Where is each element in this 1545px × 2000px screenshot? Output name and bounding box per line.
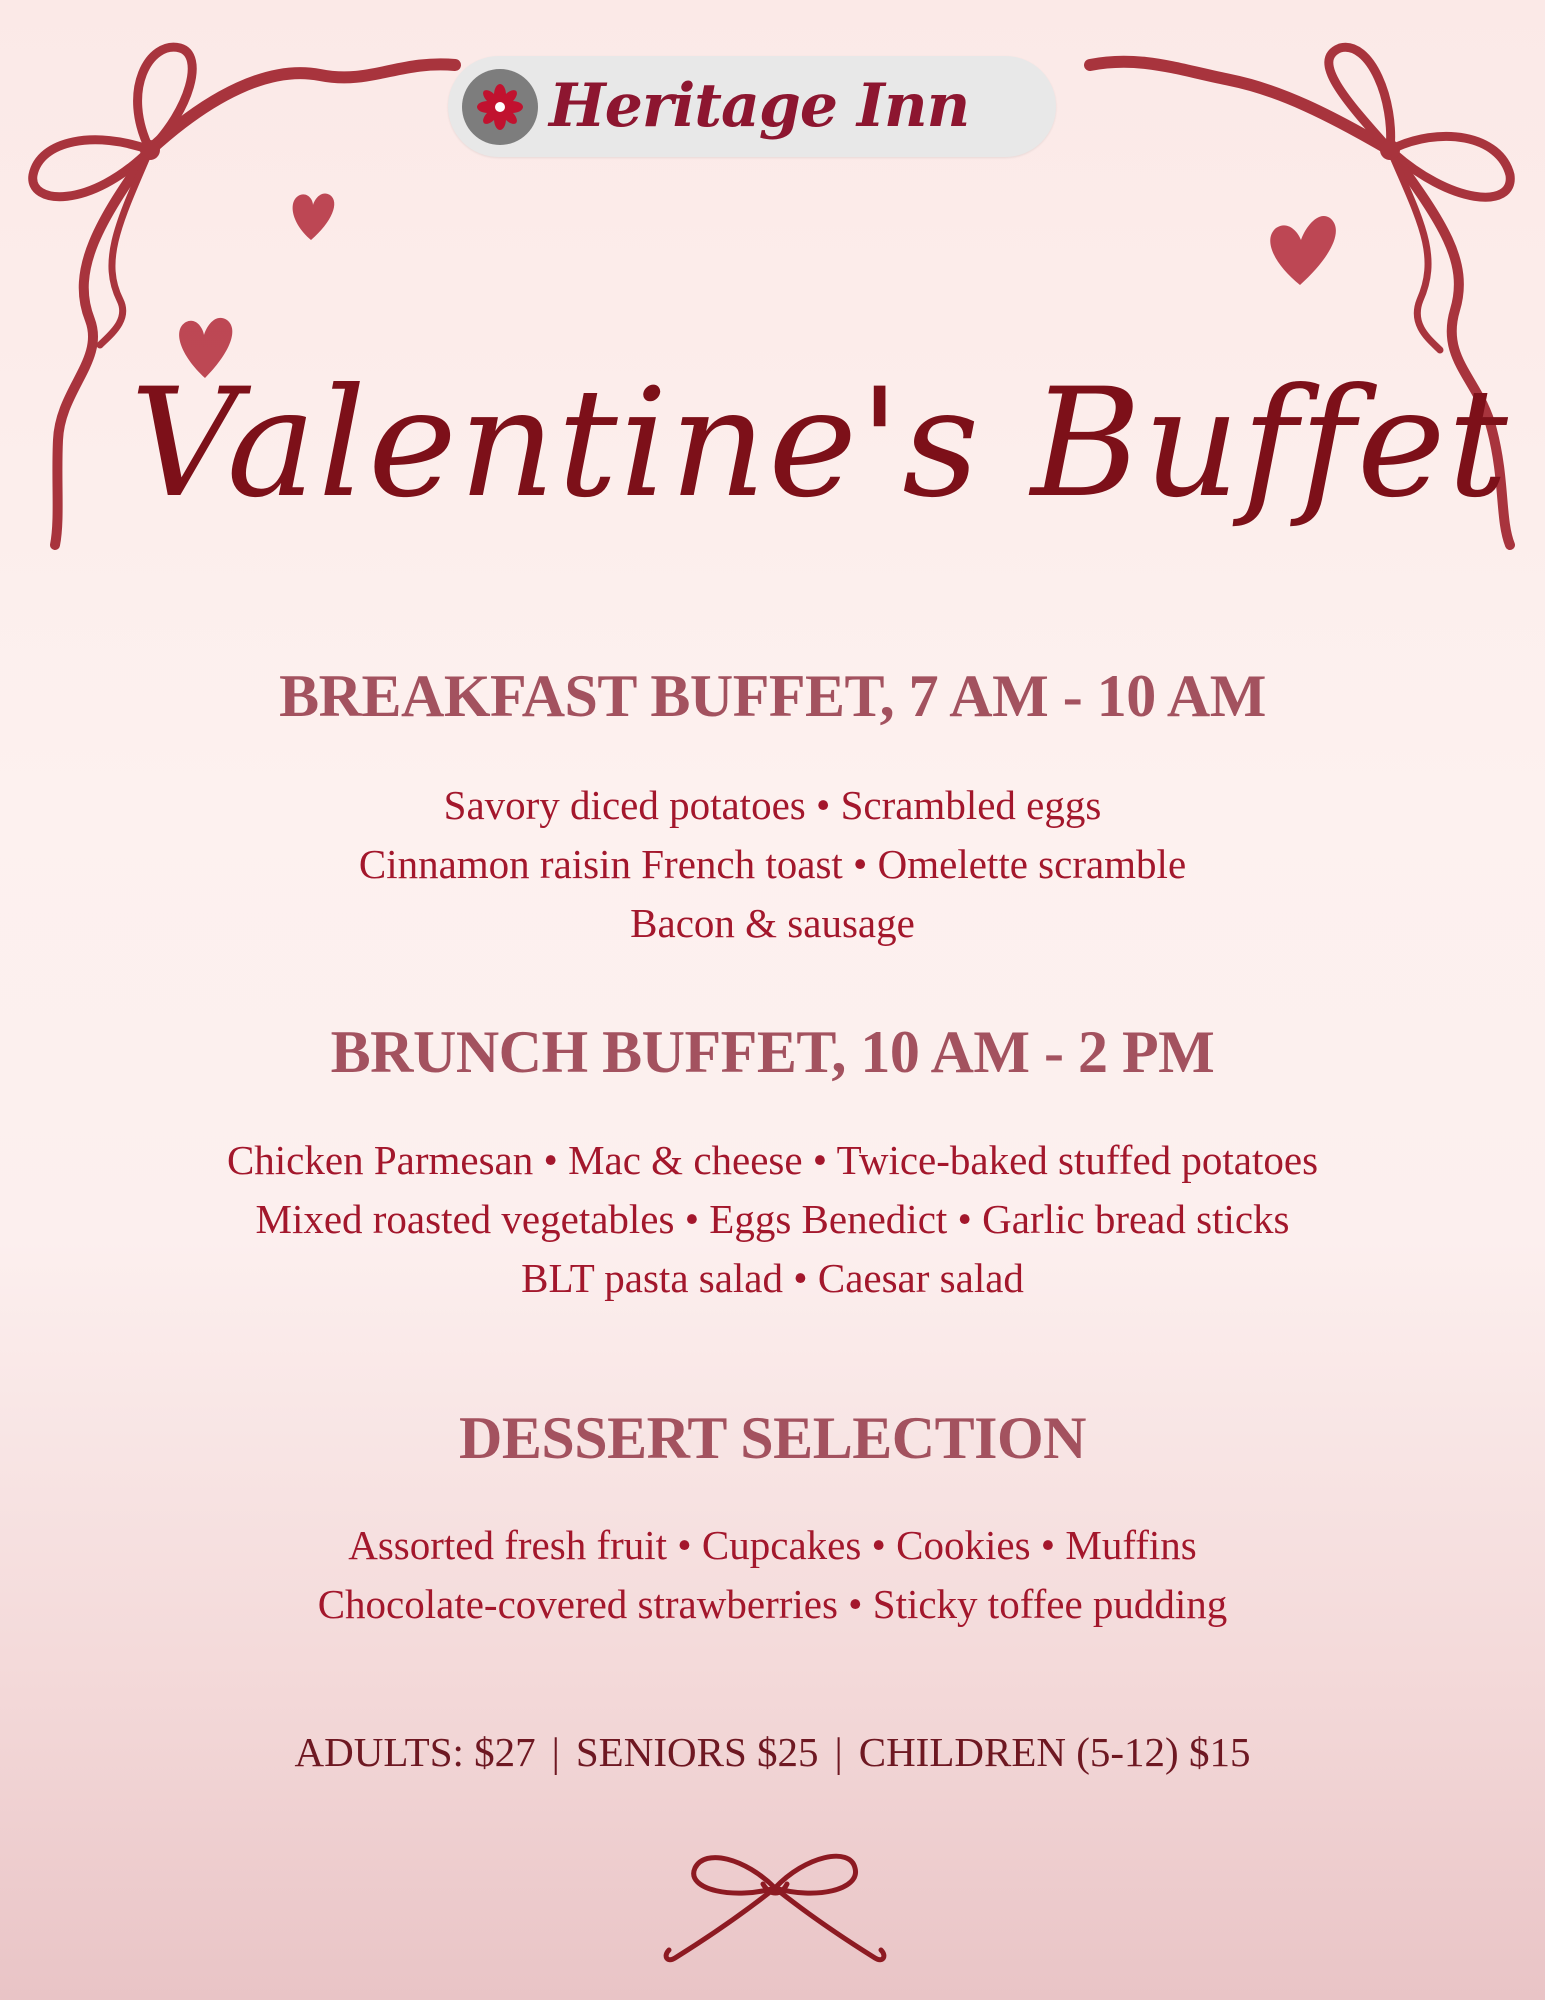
heart-icon bbox=[1270, 216, 1336, 285]
menu-line: Mixed roasted vegetables • Eggs Benedict • Garlic bread sticks bbox=[255, 1196, 1290, 1242]
menu-list-breakfast bbox=[0, 776, 1545, 953]
price-list bbox=[0, 1728, 1545, 1776]
svg-text:Valentine's Buffet: Valentine's Buffet bbox=[130, 357, 1510, 531]
heart-icon bbox=[293, 193, 335, 240]
section-heading-breakfast: BREAKFAST BUFFET, 7 AM - 10 AM bbox=[279, 663, 1266, 729]
menu-list-dessert bbox=[0, 1516, 1545, 1634]
logo-flower-icon bbox=[460, 67, 540, 147]
menu-line: BLT pasta salad • Caesar salad bbox=[521, 1255, 1024, 1301]
logo-wordmark: Heritage Inn bbox=[549, 71, 970, 141]
price-adults: ADULTS: $27 bbox=[294, 1729, 536, 1775]
small-bow-icon bbox=[655, 1838, 895, 1968]
price-separator: | bbox=[834, 1729, 843, 1775]
menu-line: Cinnamon raisin French toast • Omelette scramble bbox=[358, 841, 1187, 887]
menu-line: Chocolate-covered strawberries • Sticky toffee pudding bbox=[317, 1581, 1228, 1627]
price-separator: | bbox=[551, 1729, 560, 1775]
price-children: CHILDREN (5-12) $15 bbox=[858, 1729, 1251, 1775]
menu-line: Chicken Parmesan • Mac & cheese • Twice-baked stuffed potatoes bbox=[226, 1137, 1319, 1183]
menu-line: Bacon & sausage bbox=[630, 900, 915, 946]
section-heading-brunch: BRUNCH BUFFET, 10 AM - 2 PM bbox=[330, 1019, 1215, 1085]
menu-line: Savory diced potatoes • Scrambled eggs bbox=[443, 782, 1102, 828]
page-title bbox=[130, 300, 1510, 600]
menu-line: Assorted fresh fruit • Cupcakes • Cookies • Muffins bbox=[348, 1522, 1197, 1568]
price-seniors: SENIORS $25 bbox=[575, 1729, 819, 1775]
section-heading-dessert: DESSERT SELECTION bbox=[459, 1405, 1086, 1471]
menu-list-brunch bbox=[0, 1131, 1545, 1308]
